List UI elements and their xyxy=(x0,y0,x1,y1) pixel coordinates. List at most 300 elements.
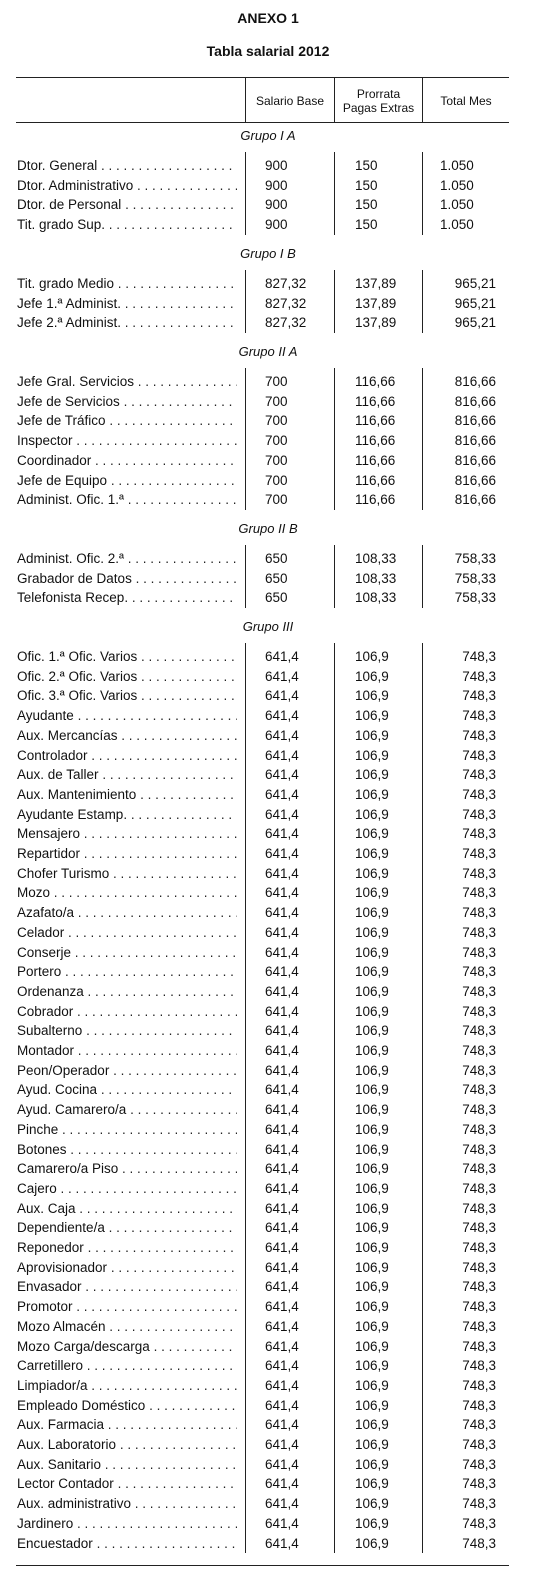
prorrata-cell: 106,9 xyxy=(355,1456,389,1472)
salario-base-cell: 641,4 xyxy=(265,806,299,822)
header-bottom-rule xyxy=(16,122,509,123)
category-cell: Aux. Laboratorio . . . xyxy=(17,1435,237,1454)
salario-base-cell: 641,4 xyxy=(265,1259,299,1275)
table-row xyxy=(0,195,536,214)
total-mes-cell: 748,3 xyxy=(462,1102,496,1118)
salario-base-cell: 641,4 xyxy=(265,1397,299,1413)
category-cell: Envasador . . . xyxy=(17,1277,237,1296)
salario-base-cell: 641,4 xyxy=(265,747,299,763)
total-mes-cell: 748,3 xyxy=(462,1220,496,1236)
category-cell: Mozo Almacén . . . xyxy=(17,1317,237,1336)
salario-base-cell: 650 xyxy=(265,570,288,586)
prorrata-cell: 106,9 xyxy=(355,747,389,763)
category-cell: Peon/Operador . . . xyxy=(17,1061,237,1080)
prorrata-cell: 106,9 xyxy=(355,1200,389,1216)
table-row xyxy=(0,982,536,1001)
salario-base-cell: 700 xyxy=(265,472,288,488)
table-row xyxy=(0,824,536,843)
table-row xyxy=(0,1218,536,1237)
category-cell: Ayudante Estamp. . . . xyxy=(17,805,237,824)
salario-base-cell: 900 xyxy=(265,217,288,233)
table-row xyxy=(0,706,536,725)
salario-base-cell: 641,4 xyxy=(265,905,299,921)
prorrata-cell: 137,89 xyxy=(355,315,397,331)
category-cell: Tit. grado Sup. . . . xyxy=(17,215,237,234)
prorrata-cell: 106,9 xyxy=(355,1397,389,1413)
salario-base-cell: 641,4 xyxy=(265,1240,299,1255)
category-cell: Cajero . . . xyxy=(17,1179,237,1198)
table-row xyxy=(0,1455,536,1474)
category-cell: Camarero/a Piso . . . xyxy=(17,1159,237,1178)
category-cell: Ofic. 1.ª Ofic. Varios . . . xyxy=(17,647,237,666)
category-cell: Aux. de Taller . . . xyxy=(17,765,237,784)
category-cell: Administ. Ofic. 1.ª . . . xyxy=(17,490,237,509)
prorrata-cell: 106,9 xyxy=(355,924,389,940)
category-cell: Jefe 2.ª Administ. . . . xyxy=(17,313,237,332)
salario-base-cell: 641,4 xyxy=(265,688,299,704)
total-mes-cell: 748,3 xyxy=(462,1141,496,1157)
total-mes-cell: 748,3 xyxy=(462,1417,496,1433)
table-row xyxy=(0,1159,536,1178)
salario-base-cell: 700 xyxy=(265,433,288,449)
table-row xyxy=(0,451,536,470)
category-cell: Ofic. 2.ª Ofic. Varios . . . xyxy=(17,667,237,686)
total-mes-cell: 1.050 xyxy=(440,158,474,173)
table-row xyxy=(0,1494,536,1513)
total-mes-cell: 748,3 xyxy=(462,1515,496,1531)
table-row xyxy=(0,1080,536,1099)
table-row xyxy=(0,1238,536,1257)
salario-base-cell: 641,4 xyxy=(265,1043,299,1058)
category-cell: Jefe de Servicios . . . xyxy=(17,392,237,411)
category-cell: Jefe 1.ª Administ. . . . xyxy=(17,294,237,313)
salario-base-cell: 827,32 xyxy=(265,315,307,331)
category-cell: Azafato/a . . . xyxy=(17,903,237,922)
prorrata-cell: 108,33 xyxy=(355,570,397,586)
prorrata-cell: 116,66 xyxy=(355,374,396,389)
category-cell: Administ. Ofic. 2.ª . . . xyxy=(17,549,237,568)
table-row xyxy=(0,1179,536,1198)
category-cell: Controlador . . . xyxy=(17,746,237,765)
prorrata-cell: 116,66 xyxy=(355,393,396,409)
salario-base-cell: 650 xyxy=(265,590,288,606)
total-mes-cell: 816,66 xyxy=(454,413,496,429)
category-cell: Mensajero . . . xyxy=(17,824,237,843)
prorrata-cell: 106,9 xyxy=(355,1180,389,1196)
group-heading: Grupo II B xyxy=(238,521,298,536)
total-mes-cell: 748,3 xyxy=(462,983,496,999)
table-row xyxy=(0,431,536,450)
category-cell: Telefonista Recep. . . . xyxy=(17,588,237,607)
category-cell: Repartidor . . . xyxy=(17,844,237,863)
table-row xyxy=(0,667,536,686)
prorrata-cell: 116,66 xyxy=(355,472,396,488)
prorrata-cell: 106,9 xyxy=(355,1515,389,1531)
total-mes-cell: 748,3 xyxy=(462,806,496,822)
prorrata-cell: 137,89 xyxy=(355,295,397,311)
category-cell: Conserje . . . xyxy=(17,943,237,962)
prorrata-cell: 106,9 xyxy=(355,1535,389,1551)
salario-base-cell: 641,4 xyxy=(265,708,299,724)
prorrata-cell: 106,9 xyxy=(355,983,389,999)
salario-base-cell: 641,4 xyxy=(265,1476,299,1492)
total-mes-cell: 965,21 xyxy=(454,276,496,291)
header-salario-base: Salario Base xyxy=(255,94,325,108)
prorrata-cell: 106,9 xyxy=(355,1358,389,1374)
table-row xyxy=(0,765,536,784)
salario-base-cell: 900 xyxy=(265,197,288,213)
salario-base-cell: 641,4 xyxy=(265,1456,299,1472)
prorrata-cell: 106,9 xyxy=(355,1377,389,1393)
category-cell: Aux. Sanitario . . . xyxy=(17,1455,237,1474)
salario-base-cell: 641,4 xyxy=(265,1338,299,1354)
salario-base-cell: 641,4 xyxy=(265,1200,299,1216)
prorrata-cell: 106,9 xyxy=(355,1023,389,1039)
salario-base-cell: 900 xyxy=(265,158,288,173)
category-cell: Ayud. Cocina . . . xyxy=(17,1080,237,1099)
total-mes-cell: 748,3 xyxy=(462,767,496,783)
table-row xyxy=(0,1317,536,1336)
prorrata-cell: 106,9 xyxy=(355,1082,389,1098)
group-heading: Grupo I B xyxy=(240,246,296,261)
table-row xyxy=(0,549,536,568)
prorrata-cell: 106,9 xyxy=(355,1121,389,1137)
total-mes-cell: 748,3 xyxy=(462,826,496,842)
salario-base-cell: 641,4 xyxy=(265,1121,299,1137)
table-row xyxy=(0,1002,536,1021)
prorrata-cell: 150 xyxy=(355,158,378,173)
prorrata-cell: 116,66 xyxy=(355,452,396,468)
table-row xyxy=(0,1120,536,1139)
salario-base-cell: 641,4 xyxy=(265,1003,299,1019)
category-cell: Ayudante . . . xyxy=(17,706,237,725)
total-mes-cell: 748,3 xyxy=(462,1121,496,1137)
total-mes-cell: 748,3 xyxy=(462,727,496,743)
prorrata-cell: 106,9 xyxy=(355,668,389,684)
table-row xyxy=(0,746,536,765)
category-cell: Aprovisionador . . . xyxy=(17,1258,237,1277)
category-cell: Portero . . . xyxy=(17,962,237,981)
table-row xyxy=(0,215,536,234)
total-mes-cell: 748,3 xyxy=(462,1338,496,1354)
total-mes-cell: 748,3 xyxy=(462,1358,496,1374)
total-mes-cell: 748,3 xyxy=(462,1456,496,1472)
table-row xyxy=(0,903,536,922)
prorrata-cell: 108,33 xyxy=(355,590,397,606)
total-mes-cell: 748,3 xyxy=(462,1062,496,1078)
total-mes-cell: 748,3 xyxy=(462,1397,496,1413)
total-mes-cell: 748,3 xyxy=(462,905,496,921)
category-cell: Aux. Farmacia . . . xyxy=(17,1415,237,1434)
category-cell: Jefe de Tráfico . . . xyxy=(17,411,237,430)
salario-base-cell: 641,4 xyxy=(265,826,299,842)
table-row xyxy=(0,294,536,313)
salario-base-cell: 650 xyxy=(265,551,288,566)
prorrata-cell: 106,9 xyxy=(355,1437,389,1452)
category-cell: Dependiente/a . . . xyxy=(17,1218,237,1237)
salario-base-cell: 700 xyxy=(265,452,288,468)
total-mes-cell: 748,3 xyxy=(462,1535,496,1551)
table-row xyxy=(0,471,536,490)
prorrata-cell: 106,9 xyxy=(355,1476,389,1492)
salario-base-cell: 641,4 xyxy=(265,1220,299,1236)
table-row xyxy=(0,1415,536,1434)
category-cell: Ordenanza . . . xyxy=(17,982,237,1001)
table-bottom-rule xyxy=(16,1565,509,1566)
table-top-rule xyxy=(16,77,509,78)
salario-base-cell: 700 xyxy=(265,492,288,508)
total-mes-cell: 748,3 xyxy=(462,688,496,704)
table-row xyxy=(0,569,536,588)
total-mes-cell: 816,66 xyxy=(454,492,496,508)
salario-base-cell: 641,4 xyxy=(265,885,299,901)
total-mes-cell: 758,33 xyxy=(454,570,496,586)
table-row xyxy=(0,844,536,863)
total-mes-cell: 748,3 xyxy=(462,747,496,763)
category-cell: Ayud. Camarero/a . . . xyxy=(17,1100,237,1119)
table-row xyxy=(0,1297,536,1316)
salario-base-cell: 700 xyxy=(265,393,288,409)
prorrata-cell: 106,9 xyxy=(355,1141,389,1157)
table-row xyxy=(0,1199,536,1218)
prorrata-cell: 106,9 xyxy=(355,1259,389,1275)
total-mes-cell: 816,66 xyxy=(454,433,496,449)
salario-base-cell: 641,4 xyxy=(265,924,299,940)
salario-base-cell: 641,4 xyxy=(265,846,299,861)
salario-base-cell: 641,4 xyxy=(265,649,299,664)
category-cell: Aux. administrativo . . . xyxy=(17,1494,237,1513)
total-mes-cell: 748,3 xyxy=(462,964,496,980)
table-row xyxy=(0,1396,536,1415)
salario-base-cell: 641,4 xyxy=(265,767,299,783)
total-mes-cell: 748,3 xyxy=(462,1318,496,1334)
header-prorrata-line2: Pagas Extras xyxy=(342,101,415,115)
total-mes-cell: 816,66 xyxy=(454,393,496,409)
prorrata-cell: 106,9 xyxy=(355,846,389,861)
total-mes-cell: 748,3 xyxy=(462,1279,496,1295)
category-cell: Coordinador . . . xyxy=(17,451,237,470)
category-cell: Grabador de Datos . . . xyxy=(17,569,237,588)
salario-base-cell: 641,4 xyxy=(265,1496,299,1512)
salario-base-cell: 641,4 xyxy=(265,1082,299,1098)
total-mes-cell: 816,66 xyxy=(454,374,496,389)
total-mes-cell: 1.050 xyxy=(440,197,474,213)
salario-base-cell: 900 xyxy=(265,177,288,193)
salario-base-cell: 641,4 xyxy=(265,786,299,802)
salario-base-cell: 641,4 xyxy=(265,1062,299,1078)
prorrata-cell: 106,9 xyxy=(355,1279,389,1295)
total-mes-cell: 748,3 xyxy=(462,846,496,861)
prorrata-cell: 106,9 xyxy=(355,1240,389,1255)
prorrata-cell: 106,9 xyxy=(355,826,389,842)
total-mes-cell: 816,66 xyxy=(454,452,496,468)
table-row xyxy=(0,962,536,981)
salario-base-cell: 641,4 xyxy=(265,944,299,960)
total-mes-cell: 748,3 xyxy=(462,1496,496,1512)
salario-base-cell: 641,4 xyxy=(265,1279,299,1295)
prorrata-cell: 106,9 xyxy=(355,1417,389,1433)
table-row xyxy=(0,1100,536,1119)
prorrata-cell: 116,66 xyxy=(355,433,396,449)
category-cell: Aux. Mercancías . . . xyxy=(17,726,237,745)
category-cell: Cobrador . . . xyxy=(17,1002,237,1021)
salario-base-cell: 641,4 xyxy=(265,1299,299,1315)
salario-base-cell: 827,32 xyxy=(265,276,307,291)
category-cell: Jefe Gral. Servicios . . . xyxy=(17,372,237,391)
table-row xyxy=(0,176,536,195)
table-row xyxy=(0,943,536,962)
salario-base-cell: 641,4 xyxy=(265,1437,299,1452)
prorrata-cell: 106,9 xyxy=(355,767,389,783)
prorrata-cell: 106,9 xyxy=(355,1338,389,1354)
salario-base-cell: 641,4 xyxy=(265,1180,299,1196)
salario-base-cell: 641,4 xyxy=(265,1023,299,1039)
table-row xyxy=(0,588,536,607)
table-row xyxy=(0,726,536,745)
prorrata-cell: 106,9 xyxy=(355,1043,389,1058)
header-prorrata-line1: Prorrata xyxy=(356,87,401,101)
total-mes-cell: 748,3 xyxy=(462,1200,496,1216)
prorrata-cell: 106,9 xyxy=(355,649,389,664)
prorrata-cell: 106,9 xyxy=(355,944,389,960)
total-mes-cell: 748,3 xyxy=(462,1437,496,1452)
table-row xyxy=(0,1041,536,1060)
category-cell: Botones . . . xyxy=(17,1140,237,1159)
salario-base-cell: 641,4 xyxy=(265,1515,299,1531)
total-mes-cell: 748,3 xyxy=(462,649,496,664)
table-row xyxy=(0,392,536,411)
category-cell: Aux. Caja . . . xyxy=(17,1199,237,1218)
prorrata-cell: 106,9 xyxy=(355,727,389,743)
category-cell: Mozo . . . xyxy=(17,883,237,902)
total-mes-cell: 748,3 xyxy=(462,944,496,960)
salario-base-cell: 641,4 xyxy=(265,983,299,999)
total-mes-cell: 748,3 xyxy=(462,1299,496,1315)
salario-base-cell: 700 xyxy=(265,374,288,389)
prorrata-cell: 106,9 xyxy=(355,1318,389,1334)
salario-base-cell: 641,4 xyxy=(265,865,299,881)
table-row xyxy=(0,785,536,804)
total-mes-cell: 758,33 xyxy=(454,590,496,606)
table-row xyxy=(0,1337,536,1356)
category-cell: Carretillero . . . xyxy=(17,1356,237,1375)
table-row xyxy=(0,1021,536,1040)
prorrata-cell: 106,9 xyxy=(355,1062,389,1078)
table-row xyxy=(0,1061,536,1080)
salario-base-cell: 641,4 xyxy=(265,668,299,684)
total-mes-cell: 1.050 xyxy=(440,177,474,193)
category-cell: Encuestador . . . xyxy=(17,1534,237,1553)
salario-base-cell: 641,4 xyxy=(265,1417,299,1433)
salario-base-cell: 641,4 xyxy=(265,1318,299,1334)
table-row xyxy=(0,372,536,391)
salario-base-cell: 700 xyxy=(265,413,288,429)
category-cell: Montador . . . xyxy=(17,1041,237,1060)
category-cell: Chofer Turismo . . . xyxy=(17,864,237,883)
table-row xyxy=(0,923,536,942)
salario-base-cell: 641,4 xyxy=(265,1535,299,1551)
category-cell: Tit. grado Medio . . . xyxy=(17,274,237,293)
total-mes-cell: 816,66 xyxy=(454,472,496,488)
prorrata-cell: 108,33 xyxy=(355,551,397,566)
table-row xyxy=(0,411,536,430)
prorrata-cell: 106,9 xyxy=(355,1003,389,1019)
total-mes-cell: 748,3 xyxy=(462,1259,496,1275)
total-mes-cell: 965,21 xyxy=(454,315,496,331)
salario-base-cell: 641,4 xyxy=(265,1358,299,1374)
total-mes-cell: 748,3 xyxy=(462,1180,496,1196)
salario-base-cell: 641,4 xyxy=(265,1102,299,1118)
category-cell: Subalterno . . . xyxy=(17,1021,237,1040)
table-row xyxy=(0,864,536,883)
table-row xyxy=(0,1514,536,1533)
prorrata-cell: 106,9 xyxy=(355,1220,389,1236)
table-row xyxy=(0,1356,536,1375)
prorrata-cell: 106,9 xyxy=(355,708,389,724)
prorrata-cell: 150 xyxy=(355,177,378,193)
category-cell: Dtor. de Personal . . . xyxy=(17,195,237,214)
category-cell: Celador . . . xyxy=(17,923,237,942)
prorrata-cell: 106,9 xyxy=(355,964,389,980)
table-row xyxy=(0,805,536,824)
table-row xyxy=(0,1376,536,1395)
prorrata-cell: 106,9 xyxy=(355,1496,389,1512)
group-heading: Grupo I A xyxy=(240,128,296,143)
table-row xyxy=(0,274,536,293)
prorrata-cell: 106,9 xyxy=(355,905,389,921)
total-mes-cell: 748,3 xyxy=(462,1082,496,1098)
table-row xyxy=(0,1277,536,1296)
table-row xyxy=(0,1474,536,1493)
total-mes-cell: 748,3 xyxy=(462,1003,496,1019)
table-row xyxy=(0,1534,536,1553)
total-mes-cell: 748,3 xyxy=(462,708,496,724)
prorrata-cell: 106,9 xyxy=(355,688,389,704)
table-row xyxy=(0,1435,536,1454)
prorrata-cell: 137,89 xyxy=(355,276,397,291)
category-cell: Jardinero . . . xyxy=(17,1514,237,1533)
prorrata-cell: 150 xyxy=(355,217,378,233)
total-mes-cell: 748,3 xyxy=(462,865,496,881)
category-cell: Limpiador/a . . . xyxy=(17,1376,237,1395)
prorrata-cell: 106,9 xyxy=(355,786,389,802)
category-cell: Dtor. Administrativo . . . xyxy=(17,176,237,195)
prorrata-cell: 106,9 xyxy=(355,1102,389,1118)
total-mes-cell: 748,3 xyxy=(462,924,496,940)
table-row xyxy=(0,490,536,509)
total-mes-cell: 748,3 xyxy=(462,1377,496,1393)
total-mes-cell: 965,21 xyxy=(454,295,496,311)
category-cell: Reponedor . . . xyxy=(17,1238,237,1257)
total-mes-cell: 1.050 xyxy=(440,217,474,233)
category-cell: Aux. Mantenimiento . . . xyxy=(17,785,237,804)
total-mes-cell: 748,3 xyxy=(462,668,496,684)
group-heading: Grupo II A xyxy=(238,344,298,359)
prorrata-cell: 116,66 xyxy=(355,492,396,508)
salario-base-cell: 641,4 xyxy=(265,727,299,743)
total-mes-cell: 748,3 xyxy=(462,786,496,802)
prorrata-cell: 106,9 xyxy=(355,1161,389,1177)
group-heading: Grupo III xyxy=(242,619,294,634)
total-mes-cell: 748,3 xyxy=(462,1161,496,1177)
table-row xyxy=(0,1140,536,1159)
prorrata-cell: 150 xyxy=(355,197,378,213)
prorrata-cell: 106,9 xyxy=(355,806,389,822)
total-mes-cell: 748,3 xyxy=(462,1476,496,1492)
salario-base-cell: 641,4 xyxy=(265,1141,299,1157)
table-title: Tabla salarial 2012 xyxy=(206,43,330,59)
table-row xyxy=(0,647,536,666)
